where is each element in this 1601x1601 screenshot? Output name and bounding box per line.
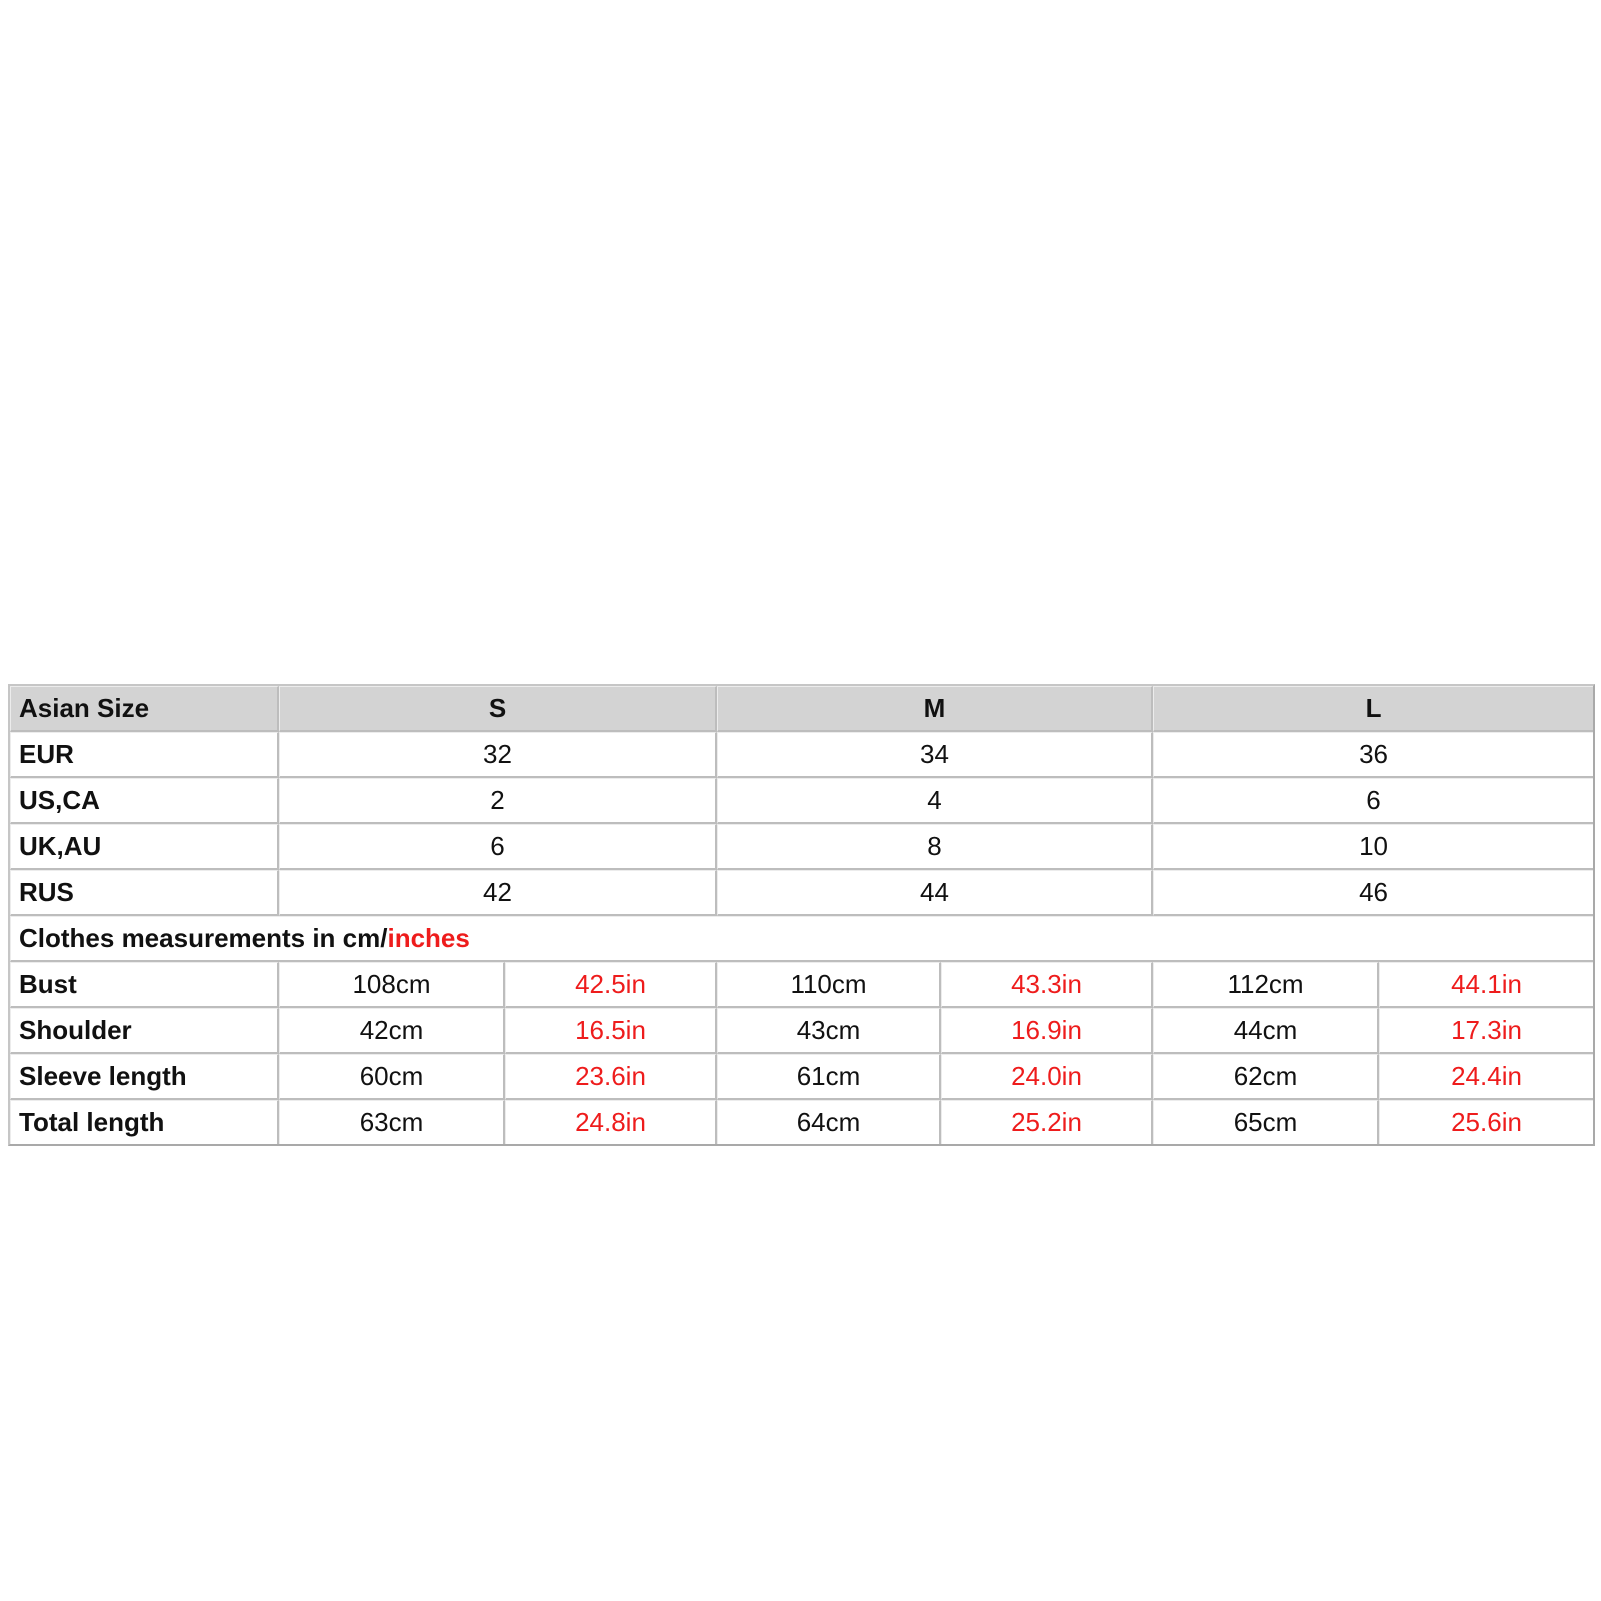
inch-cell: 25.6in	[1379, 1100, 1593, 1144]
size-chart-table	[8, 684, 1595, 1146]
row-label: Shoulder	[10, 1008, 279, 1054]
table-cell: 44	[717, 870, 1153, 916]
table-row	[10, 1100, 1593, 1144]
inch-cell: 24.4in	[1379, 1054, 1593, 1100]
table-cell: 6	[1153, 778, 1593, 824]
section-heading	[10, 916, 1593, 962]
table-row	[10, 732, 1593, 778]
table-cell: 32	[279, 732, 717, 778]
inch-cell: 16.5in	[505, 1008, 717, 1054]
cm-cell: 65cm	[1153, 1100, 1379, 1144]
row-label: UK,AU	[10, 824, 279, 870]
section-row	[10, 916, 1593, 962]
section-heading-highlight: inches	[387, 923, 470, 953]
inch-cell: 42.5in	[505, 962, 717, 1008]
inch-cell: 16.9in	[941, 1008, 1153, 1054]
table-cell: 2	[279, 778, 717, 824]
row-label: US,CA	[10, 778, 279, 824]
cm-cell: 43cm	[717, 1008, 941, 1054]
table-cell: 34	[717, 732, 1153, 778]
size-header-l: L	[1153, 686, 1593, 732]
inch-cell: 24.0in	[941, 1054, 1153, 1100]
table-row	[10, 824, 1593, 870]
table-header-row	[10, 686, 1593, 732]
table-row	[10, 870, 1593, 916]
inch-cell: 43.3in	[941, 962, 1153, 1008]
table-row	[10, 1008, 1593, 1054]
cm-cell: 44cm	[1153, 1008, 1379, 1054]
cm-cell: 42cm	[279, 1008, 505, 1054]
inch-cell: 25.2in	[941, 1100, 1153, 1144]
size-header-s: S	[279, 686, 717, 732]
row-label: Total length	[10, 1100, 279, 1144]
table-cell: 42	[279, 870, 717, 916]
row-label: Bust	[10, 962, 279, 1008]
table-cell: 8	[717, 824, 1153, 870]
cm-cell: 108cm	[279, 962, 505, 1008]
table-cell: 46	[1153, 870, 1593, 916]
row-label: RUS	[10, 870, 279, 916]
table-cell: 36	[1153, 732, 1593, 778]
cm-cell: 110cm	[717, 962, 941, 1008]
cm-cell: 60cm	[279, 1054, 505, 1100]
cm-cell: 62cm	[1153, 1054, 1379, 1100]
header-label: Asian Size	[10, 686, 279, 732]
inch-cell: 17.3in	[1379, 1008, 1593, 1054]
inch-cell: 24.8in	[505, 1100, 717, 1144]
cm-cell: 64cm	[717, 1100, 941, 1144]
inch-cell: 44.1in	[1379, 962, 1593, 1008]
table-row	[10, 1054, 1593, 1100]
cm-cell: 61cm	[717, 1054, 941, 1100]
section-heading-prefix: Clothes measurements in cm/	[19, 923, 388, 953]
row-label: EUR	[10, 732, 279, 778]
table-row	[10, 962, 1593, 1008]
table-cell: 10	[1153, 824, 1593, 870]
cm-cell: 63cm	[279, 1100, 505, 1144]
inch-cell: 23.6in	[505, 1054, 717, 1100]
table-cell: 4	[717, 778, 1153, 824]
table-row	[10, 778, 1593, 824]
table-cell: 6	[279, 824, 717, 870]
row-label: Sleeve length	[10, 1054, 279, 1100]
size-header-m: M	[717, 686, 1153, 732]
cm-cell: 112cm	[1153, 962, 1379, 1008]
